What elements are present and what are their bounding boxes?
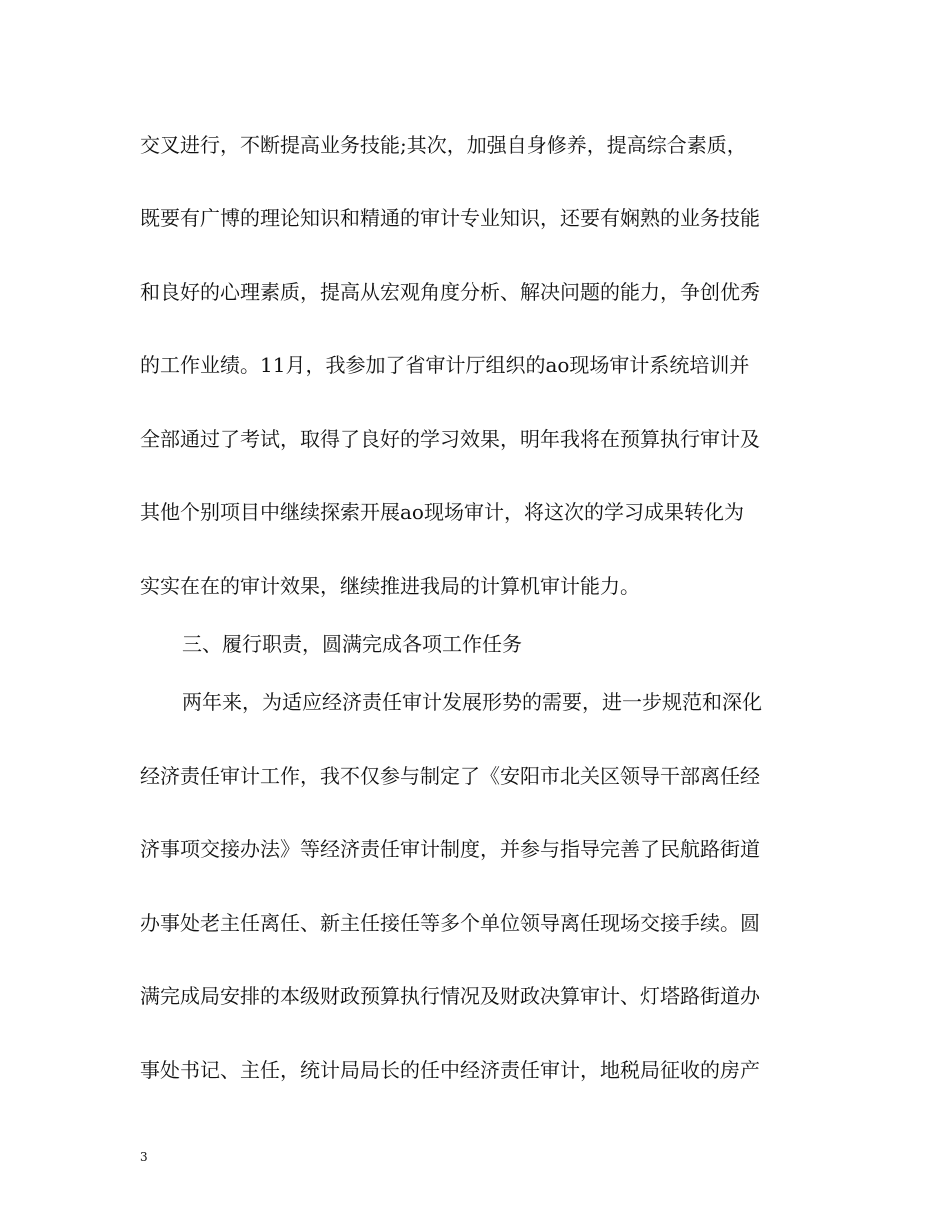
- body-text-line-10: 经济责任审计工作，我不仅参与制定了《安阳市北关区领导干部离任经: [140, 764, 760, 788]
- body-text-line-9: 两年来，为适应经济责任审计发展形势的需要，进一步规范和深化: [182, 690, 762, 714]
- body-text-line-12: 办事处老主任离任、新主任接任等多个单位领导离任现场交接手续。圆: [140, 911, 760, 935]
- body-text-line-4: 的工作业绩。11月，我参加了省审计厅组织的ao现场审计系统培训并: [140, 353, 750, 377]
- body-text-line-14: 事处书记、主任，统计局局长的任中经济责任审计，地税局征收的房产: [140, 1058, 760, 1082]
- body-text-line-7: 实实在在的审计效果，继续推进我局的计算机审计能力。: [140, 574, 640, 598]
- body-text-line-6: 其他个别项目中继续探索开展ao现场审计，将这次的学习成果转化为: [140, 500, 744, 524]
- page-number: 3: [140, 1150, 148, 1164]
- body-text-line-5: 全部通过了考试，取得了良好的学习效果，明年我将在预算执行审计及: [140, 427, 760, 451]
- body-text-line-13: 满完成局安排的本级财政预算执行情况及财政决算审计、灯塔路街道办: [140, 984, 760, 1008]
- body-text-line-3: 和良好的心理素质，提高从宏观角度分析、解决问题的能力，争创优秀: [140, 280, 760, 304]
- section-heading: 三、履行职责，圆满完成各项工作任务: [182, 632, 522, 656]
- body-text-line-1: 交叉进行，不断提高业务技能;其次，加强自身修养，提高综合素质，: [140, 133, 747, 157]
- body-text-line-11: 济事项交接办法》等经济责任审计制度，并参与指导完善了民航路街道: [140, 837, 760, 861]
- body-text-line-2: 既要有广博的理论知识和精通的审计专业知识，还要有娴熟的业务技能: [140, 206, 760, 230]
